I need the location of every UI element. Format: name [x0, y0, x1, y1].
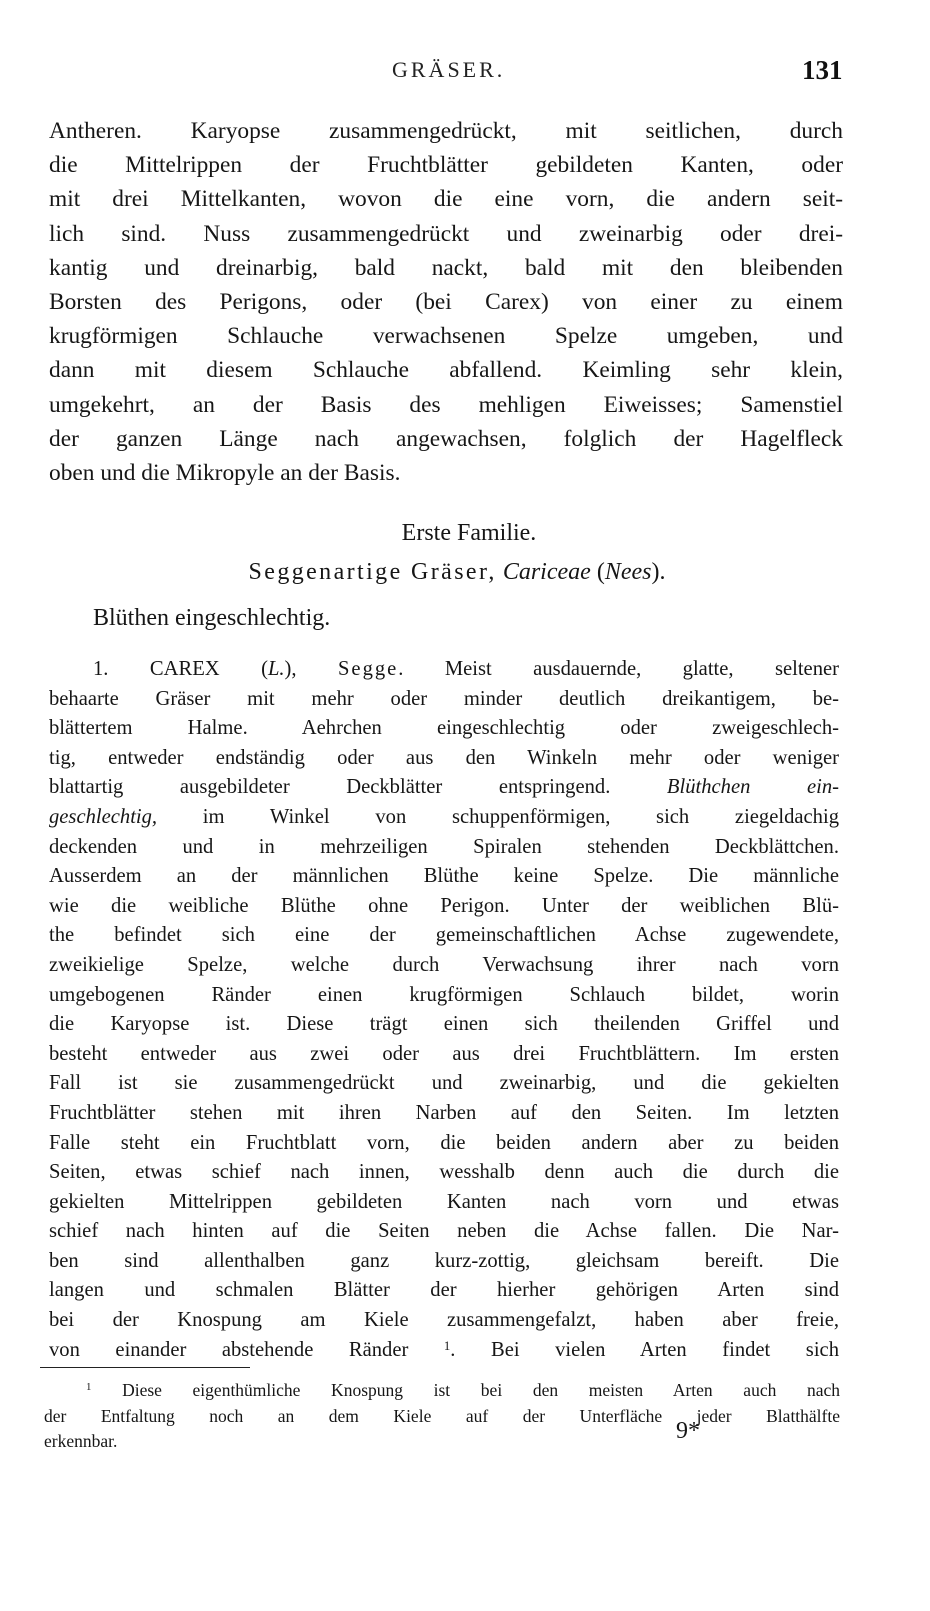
- genus-author: L.: [267, 658, 285, 680]
- text-line: the befindet sich eine der gemeinschaftlichen Achse zugewendete,: [49, 924, 839, 947]
- running-title: GRÄSER.: [392, 57, 506, 82]
- text-segment: im Winkel von schuppenförmigen, sich ziegeldachig: [202, 805, 839, 828]
- text-line: Falle steht ein Fruchtblatt vorn, die beiden andern aber zu beiden: [49, 1131, 839, 1154]
- footnote-line: der Entfaltung noch an dem Kiele auf der Unterfläche jeder Blatthälfte: [44, 1405, 840, 1426]
- genus-common-name: Segge: [337, 658, 399, 680]
- italic-term: geschlechtig,: [49, 805, 158, 828]
- text-line: bei der Knospung am Kiele zusammengefalzt, haben aber freie,: [49, 1309, 839, 1332]
- family-note: Blüthen eingeschlechtig.: [93, 605, 331, 631]
- footnote-line: [44, 1378, 840, 1404]
- text-line: Ausserdem an der männlichen Blüthe keine Spelze. Die männliche: [49, 865, 839, 888]
- family-heading: Erste Familie.: [401, 520, 537, 546]
- footnote: [44, 1378, 840, 1455]
- text-line: langen und schmalen Blätter der hierher gehörigen Arten sind: [49, 1279, 839, 1302]
- text-line: Seiten, etwas schief nach innen, wesshalb denn auch die durch die: [49, 1161, 839, 1184]
- family-name: Seggenartige Gräser,: [248, 559, 497, 585]
- footnote-rule: [40, 1367, 250, 1368]
- text-segment: blattartig ausgebildeter Deckblätter entspringend.: [49, 776, 611, 799]
- text-line: zweikielige Spelze, welche durch Verwachsung ihrer nach vorn: [49, 953, 839, 976]
- text-line: umgekehrt, an der Basis des mehligen Eiweisses; Samenstiel: [49, 391, 843, 418]
- family-title: Seggenartige Gräser, Cariceae (Nees).: [248, 559, 666, 585]
- genus-line-text: . Meist ausdauernde, glatte, seltener: [398, 658, 839, 680]
- footnote-mark: 1: [86, 1381, 92, 1393]
- text-line: besteht entweder aus zwei oder aus drei Fruchtblättern. Im ersten: [49, 1042, 839, 1065]
- text-line: Antheren. Karyopse zusammengedrückt, mit seitlichen, durch: [49, 118, 843, 144]
- text-line: kantig und dreinarbig, bald nackt, bald mit den bleibenden: [49, 254, 843, 281]
- text-line: Borsten des Perigons, oder (bei Carex) von einer zu einem: [49, 288, 843, 315]
- text-line: lich sind. Nuss zusammengedrückt und zweinarbig oder drei-: [49, 220, 843, 247]
- italic-term: Blüthchen ein-: [666, 776, 839, 799]
- footnote-text: Diese eigenthümliche Knospung ist bei den meisten Arten auch nach: [122, 1380, 840, 1400]
- text-line: oben und die Mikropyle an der Basis.: [49, 459, 401, 486]
- text-line: schief nach hinten auf die Seiten neben die Achse fallen. Die Nar-: [49, 1220, 839, 1243]
- text-line: behaarte Gräser mit mehr oder minder deutlich dreikantigem, be-: [49, 687, 839, 710]
- text-line: der ganzen Länge nach angewachsen, folglich der Hagelfleck: [49, 425, 843, 452]
- text-line: [49, 803, 839, 833]
- text-line: [49, 773, 839, 803]
- text-line: dann mit diesem Schlauche abfallend. Keimling sehr klein,: [49, 357, 843, 384]
- page-header: [0, 55, 930, 95]
- text-line: gekielten Mittelrippen gebildeten Kanten nach vorn und etwas: [49, 1190, 839, 1213]
- text-segment: von einander abstehende Ränder: [49, 1338, 409, 1361]
- text-line: blättertem Halme. Aehrchen eingeschlechtig oder zweigeschlech-: [49, 717, 839, 740]
- text-line: umgebogenen Ränder einen krugförmigen Schlauch bildet, worin: [49, 983, 839, 1006]
- text-line: deckenden und in mehrzeiligen Spiralen stehenden Deckblättchen.: [49, 835, 839, 858]
- text-line: tig, entweder endständig oder aus den Winkeln mehr oder weniger: [49, 746, 839, 769]
- text-line: die Karyopse ist. Diese trägt einen sich theilenden Griffel und: [49, 1013, 839, 1036]
- text-line: die Mittelrippen der Fruchtblätter gebildeten Kanten, oder: [49, 152, 843, 179]
- genus-number-name: 1. CAREX (: [93, 658, 268, 680]
- signature-mark: 9*: [676, 1418, 700, 1444]
- genus-paragraph: [49, 655, 839, 1365]
- intro-paragraph: [49, 114, 843, 490]
- text-line: Fruchtblätter stehen mit ihren Narben auf den Seiten. Im letzten: [49, 1101, 839, 1124]
- text-segment: . Bei vielen Arten findet sich: [450, 1338, 839, 1361]
- page-number: 131: [802, 55, 843, 85]
- genus-line: 1. CAREX (L.), Segge. Meist ausdauernde, glatte, seltener: [93, 658, 839, 680]
- text-line: [49, 1336, 839, 1366]
- footnote-line: erkennbar.: [44, 1431, 118, 1451]
- text-line: ben sind allenthalben ganz kurz-zottig, gleichsam bereift. Die: [49, 1249, 839, 1272]
- footnote-reference: 1: [443, 1338, 451, 1353]
- text-line: krugförmigen Schlauche verwachsenen Spelze umgeben, und: [49, 323, 843, 350]
- text-line: mit drei Mittelkanten, wovon die eine vorn, die andern seit-: [49, 186, 843, 213]
- family-latin-name: Cariceae: [502, 559, 591, 585]
- text-line: wie die weibliche Blüthe ohne Perigon. Unter der weiblichen Blü-: [49, 894, 839, 917]
- text-line: Fall ist sie zusammengedrückt und zweinarbig, und die gekielten: [49, 1072, 839, 1095]
- family-author: Nees: [604, 559, 652, 585]
